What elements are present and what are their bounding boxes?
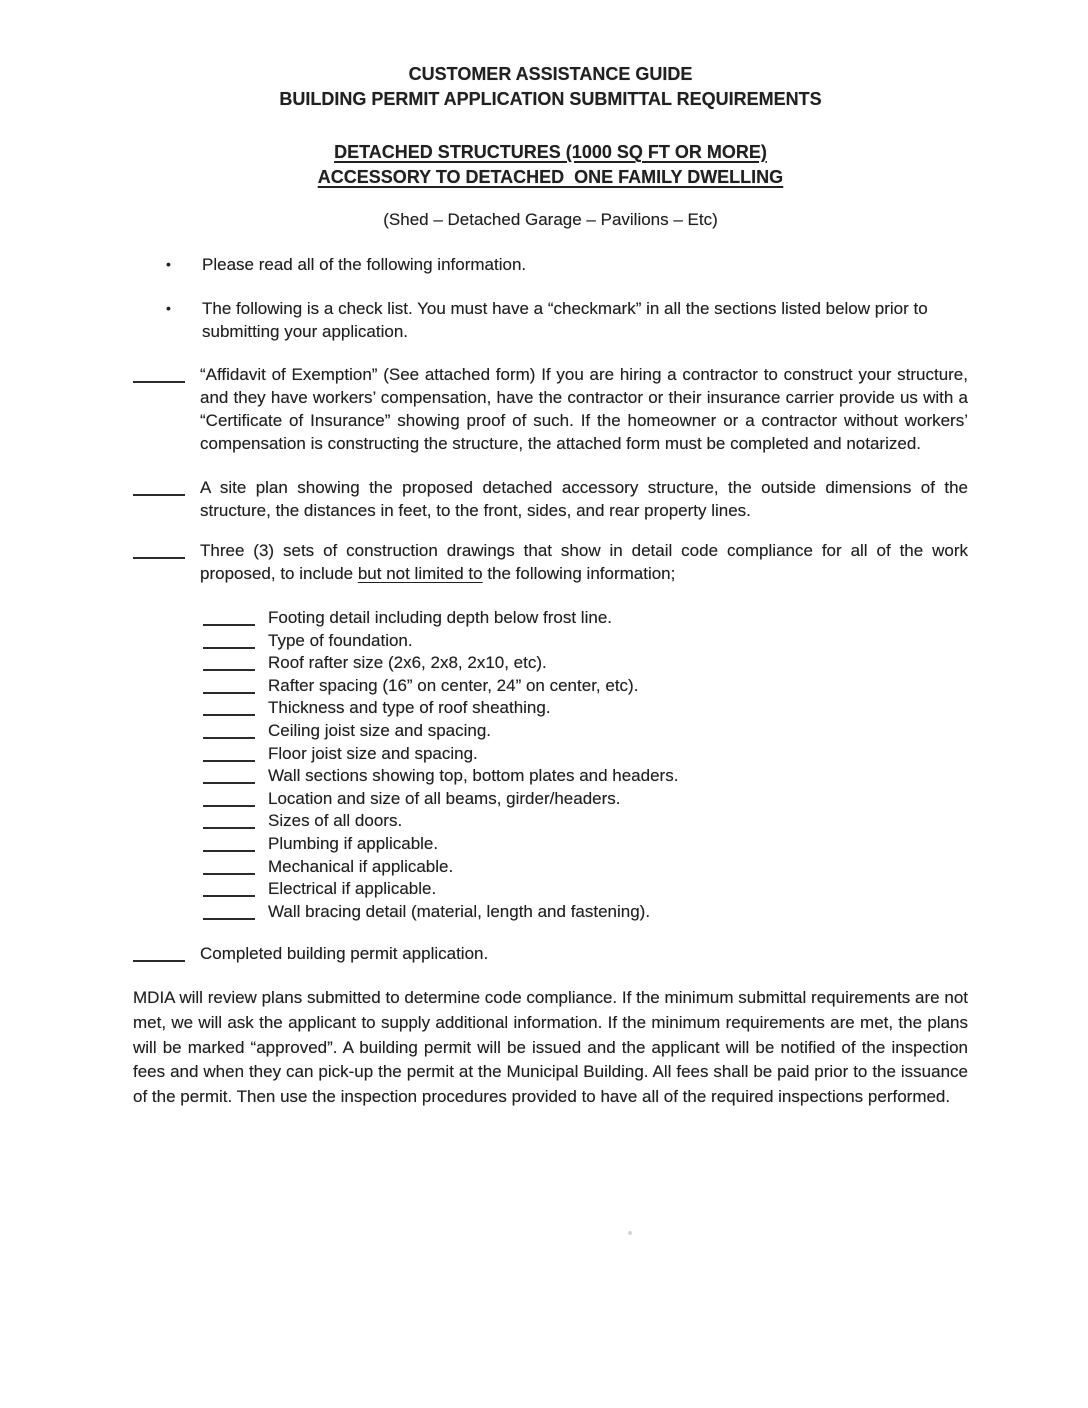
checklist-item-text: [200, 539, 968, 585]
checklist-item-affidavit: [133, 363, 968, 455]
checkmark-blank-line: [203, 652, 255, 671]
construction-detail-text: Location and size of all beams, girder/headers.: [268, 788, 621, 808]
construction-detail-item: [203, 810, 968, 833]
construction-detail-text: Roof rafter size (2x6, 2x8, 2x10, etc).: [268, 653, 547, 673]
construction-detail-item: [203, 856, 968, 879]
bullet-icon: •: [166, 256, 171, 272]
checklist-item-drawings: [133, 539, 968, 585]
construction-detail-text: Sizes of all doors.: [268, 811, 403, 831]
checkmark-blank-line: [203, 697, 255, 716]
construction-detail-item: [203, 788, 968, 811]
construction-detail-text: Floor joist size and spacing.: [268, 743, 478, 763]
title-line-1: CUSTOMER ASSISTANCE GUIDE: [408, 64, 693, 84]
checkmark-blank-line: [203, 833, 255, 852]
checkmark-blank-line: [203, 765, 255, 784]
checklist-item-completed-application: [133, 942, 968, 965]
checkmark-blank-line: [133, 476, 185, 496]
checkmark-blank-line: [203, 856, 255, 875]
bullet-text: The following is a check list. You must have a “checkmark” in all the sections listed below prior to submitting your application.: [202, 299, 928, 341]
checklist-item-text: A site plan showing the proposed detached accessory structure, the outside dimensions of the structure, the distances in feet, to the front, sides, and rear property lines.: [200, 478, 968, 520]
checkmark-blank-line: [203, 878, 255, 897]
subtitle-group: [133, 140, 968, 190]
drawings-text-after: the following information;: [482, 564, 676, 583]
construction-detail-text: Rafter spacing (16” on center, 24” on center, etc).: [268, 675, 639, 695]
checkmark-blank-line: [133, 363, 185, 383]
checkmark-blank-line: [203, 810, 255, 829]
checkmark-blank-line: [203, 743, 255, 762]
intro-bullet-list: [133, 253, 968, 343]
checkmark-blank-line: [133, 539, 185, 559]
checkmark-blank-line: [133, 942, 185, 962]
construction-detail-text: Mechanical if applicable.: [268, 856, 454, 876]
bullet-icon: •: [166, 300, 171, 316]
drawings-text-underlined: but not limited to: [357, 564, 483, 583]
bullet-item: [133, 253, 968, 276]
closing-paragraph: MDIA will review plans submitted to determine code compliance. If the minimum submittal requirements are not met, we will ask the applicant to supply additional information. If the minimum requirements are met, the plans will be marked “approved”. A building permit will be issued and the applicant will be notified of the inspection fees and when they can pick-up the permit at the Municipal Building. All fees shall be paid prior to the issuance of the permit. Then use the inspection procedures provided to have all of the required inspections performed.: [133, 988, 968, 1106]
construction-detail-item: [203, 652, 968, 675]
construction-detail-item: [203, 765, 968, 788]
construction-detail-text: Footing detail including depth below frost line.: [268, 608, 612, 627]
checkmark-blank-line: [203, 630, 255, 649]
construction-detail-text: Ceiling joist size and spacing.: [268, 720, 492, 740]
construction-detail-text: Electrical if applicable.: [268, 879, 437, 899]
construction-detail-item: [203, 833, 968, 856]
construction-detail-item: [203, 607, 968, 630]
checkmark-blank-line: [203, 788, 255, 807]
bullet-text: Please read all of the following information.: [202, 255, 527, 274]
checkmark-blank-line: [203, 675, 255, 694]
checklist-item-site-plan: [133, 476, 968, 522]
title-line-2: BUILDING PERMIT APPLICATION SUBMITTAL REQUIREMENTS: [279, 89, 822, 109]
construction-detail-item: [203, 901, 968, 924]
structure-examples-tagline: (Shed – Detached Garage – Pavilions – Etc): [383, 210, 718, 229]
construction-detail-item: [203, 675, 968, 698]
construction-detail-text: Wall sections showing top, bottom plates and headers.: [268, 766, 679, 786]
construction-detail-text: Wall bracing detail (material, length and fastening).: [268, 901, 651, 921]
checkmark-blank-line: [203, 607, 255, 626]
checklist-item-text: Completed building permit application.: [200, 944, 489, 964]
subtitle-line-1: DETACHED STRUCTURES (1000 SQ FT OR MORE): [334, 142, 767, 162]
construction-detail-checklist: [133, 607, 968, 923]
document-header: [133, 62, 968, 231]
construction-detail-item: [203, 720, 968, 743]
drawings-text-before: Three (3) sets of construction drawings that show in detail code compliance for all of the work proposed, to include: [200, 541, 968, 583]
construction-detail-item: [203, 743, 968, 766]
construction-detail-text: Type of foundation.: [268, 630, 413, 650]
checkmark-blank-line: [203, 720, 255, 739]
checkmark-blank-line: [203, 901, 255, 920]
construction-detail-item: [203, 630, 968, 653]
bullet-item: [133, 297, 968, 343]
construction-detail-text: Thickness and type of roof sheathing.: [268, 698, 551, 718]
construction-detail-item: [203, 697, 968, 720]
construction-detail-text: Plumbing if applicable.: [268, 833, 439, 853]
scan-artifact-speck: [628, 1231, 632, 1235]
construction-detail-item: [203, 878, 968, 901]
subtitle-line-2: ACCESSORY TO DETACHED ONE FAMILY DWELLING: [317, 167, 784, 187]
checklist-item-text: “Affidavit of Exemption” (See attached form) If you are hiring a contractor to construct your structure, and they have workers’ compensation, have the contractor or their insurance carrier provide us with a “Certificate of Insurance” showing proof of such. If the homeowner or a contractor without workers’ compensation is constructing the structure, the attached form must be completed and notarized.: [200, 365, 968, 453]
